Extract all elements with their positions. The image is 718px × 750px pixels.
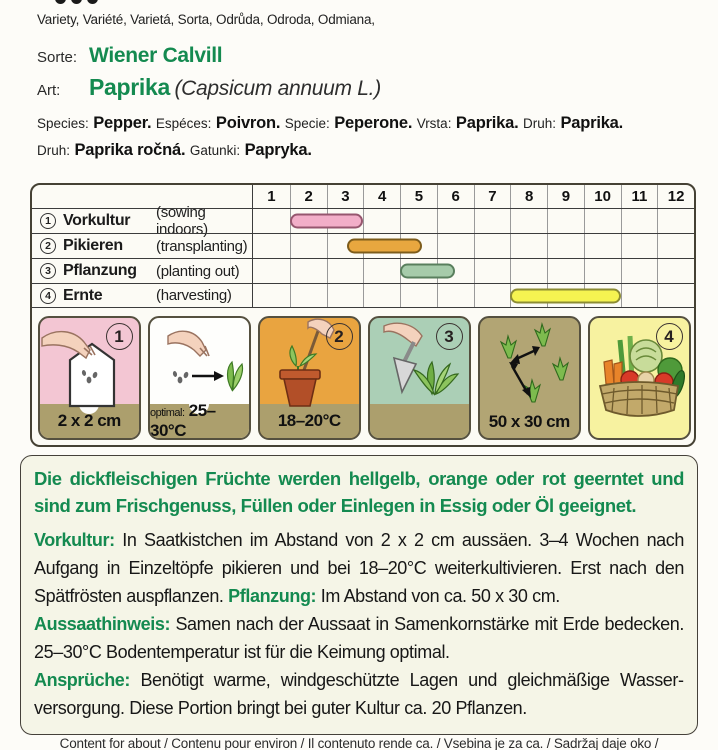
gantt-bar-vorkultur xyxy=(290,214,363,229)
paragraph-label: Vorkultur: xyxy=(34,530,115,550)
month-tick: 2 xyxy=(290,185,327,208)
row-label: Pikieren xyxy=(63,237,123,254)
species-seg-value: Paprika. xyxy=(455,114,519,132)
content-amount-line: Content for about / Contenu pour environ / Il contenuto rende ca. / Vsebina je za ca. / Sadržaj daje oko / xyxy=(59,736,659,750)
month-tick: 3 xyxy=(327,185,364,208)
step-number-icon: 4 xyxy=(40,288,56,304)
paragraph-vorkultur xyxy=(34,526,684,610)
calendar-row-pikieren xyxy=(32,233,694,258)
variety-row xyxy=(37,44,222,68)
species-seg-value: Peperone. xyxy=(334,114,413,132)
seeds-to-sprout-icon xyxy=(150,318,248,408)
variety-name: Wiener Calvill xyxy=(89,44,223,67)
step-badge-icon: 1 xyxy=(106,323,133,350)
step-badge-icon: 3 xyxy=(436,323,463,350)
step-number-icon: 3 xyxy=(40,263,56,279)
paragraph-aussaathinweis xyxy=(34,610,684,666)
gantt-bar-ernte xyxy=(510,288,620,303)
species-seg-label: Druh: xyxy=(37,143,71,158)
paragraph-label: Aussaathinweis: xyxy=(34,614,171,634)
species-seg-value: Poivron. xyxy=(215,114,281,132)
row-label: Pflanzung xyxy=(63,262,137,279)
calendar-row-pflanzung xyxy=(32,258,694,283)
month-tick: 10 xyxy=(584,185,621,208)
month-tick: 7 xyxy=(474,185,511,208)
culture-instructions-box xyxy=(20,455,698,735)
tile-sowing-tray xyxy=(38,316,141,440)
sowing-calendar-table xyxy=(32,185,694,308)
tile-plant-spacing xyxy=(478,316,581,440)
species-seg-label: Gatunki: xyxy=(189,143,241,158)
row-sublabel: (planting out) xyxy=(156,262,240,280)
calendar-row-vorkultur xyxy=(32,204,694,238)
species-seg-value: Pepper. xyxy=(93,114,152,132)
paragraph-label: Ansprüche: xyxy=(34,670,131,690)
month-tick: 11 xyxy=(621,185,658,208)
month-tick: 5 xyxy=(400,185,437,208)
tile-caption: 50 x 30 cm xyxy=(488,412,570,431)
row-sublabel: (sowing indoors) xyxy=(156,204,208,238)
gantt-bar-pflanzung xyxy=(400,264,455,279)
tile-caption: 18–20°C xyxy=(277,411,341,430)
species-translations xyxy=(37,110,697,164)
paragraph-label: Pflanzung: xyxy=(228,586,317,606)
paragraph-ansprueche xyxy=(34,666,684,722)
latin-name: (Capsicum annuum L.) xyxy=(174,77,381,100)
step-badge-icon: 4 xyxy=(656,323,683,350)
species-seg-label: Espéces: xyxy=(155,116,212,131)
species-seg-value: Paprika ročná. xyxy=(74,141,186,159)
paragraph-text: In Saatkistchen im Abstand von 2 x 2 cm aussäen. 3–4 Wochen nach Aufgang in Einzeltöpfe pikieren und bei 18–20°C weiterkultivieren. Erst nach den Spätfrösten auspflanzen. xyxy=(34,530,684,606)
step-badge-icon: 2 xyxy=(326,323,353,350)
species-seg-value: Paprika. xyxy=(560,114,624,132)
calendar-row-ernte xyxy=(32,283,694,308)
step-number-icon: 1 xyxy=(40,213,56,229)
tile-caption: optimal: 25–30°C xyxy=(150,401,216,440)
soil-band xyxy=(150,401,249,440)
soil-band xyxy=(40,404,139,438)
month-tick: 8 xyxy=(510,185,547,208)
tile-caption: 2 x 2 cm xyxy=(57,411,121,430)
tile-pot-temperature xyxy=(258,316,361,440)
paragraph-text: Im Abstand von ca. 50 x 30 cm. xyxy=(320,586,560,606)
month-tick: 1 xyxy=(267,188,276,205)
month-header-row xyxy=(32,185,694,208)
species-name: Paprika xyxy=(89,74,171,100)
species-seg-label: Vrsta: xyxy=(416,116,452,131)
tile-planting-out xyxy=(368,316,471,440)
month-tick: 4 xyxy=(363,185,400,208)
tile-germination-temp xyxy=(148,316,251,440)
species-seg-value: Papryka. xyxy=(244,141,312,159)
art-label: Art: xyxy=(37,82,61,99)
fruit-description: Die dickfleischigen Früchte werden hellgelb, orange oder rot geerntet und sind zum Frischgenuss, Füllen oder Einlegen in Essig oder Öl geeignet. xyxy=(34,468,684,516)
paragraph-text: Benötigt warme, windgeschützte Lagen und gleichmäßige Wasserversorgung. Diese Portion bringt bei guter Kultur ca. 20 Pflanzen. xyxy=(34,670,684,718)
soil-band xyxy=(260,404,359,438)
row-sublabel: (harvesting) xyxy=(156,287,232,304)
species-seg-label: Species: xyxy=(37,116,89,131)
row-label: Vorkultur xyxy=(63,212,131,229)
paragraph-text: Samen nach der Aussaat in Samenkornstärke mit Erde bedecken. 25–30°C Bodentemperatur ist für die Keimung optimal. xyxy=(34,614,684,662)
month-tick: 12 xyxy=(657,185,694,208)
variety-translations: Variety, Variété, Varietá, Sorta, Odrůda, Odroda, Odmiana, xyxy=(37,12,375,27)
gantt-bar-pikieren xyxy=(347,239,422,254)
step-number-icon: 2 xyxy=(40,238,56,254)
row-label: Ernte xyxy=(63,286,103,304)
tile-harvest-basket xyxy=(588,316,691,440)
cropped-print-marks xyxy=(55,0,98,4)
tile-caption-prefix: optimal: xyxy=(150,407,185,419)
sowing-calendar-box xyxy=(30,183,696,447)
sorte-label: Sorte: xyxy=(37,49,78,66)
row-sublabel: (transplanting) xyxy=(156,237,248,255)
month-tick: 6 xyxy=(437,185,474,208)
pictogram-strip xyxy=(38,316,692,440)
species-seg-label: Druh: xyxy=(522,116,556,131)
species-row xyxy=(37,74,381,101)
species-seg-label: Specie: xyxy=(284,116,330,131)
month-tick: 9 xyxy=(547,185,584,208)
